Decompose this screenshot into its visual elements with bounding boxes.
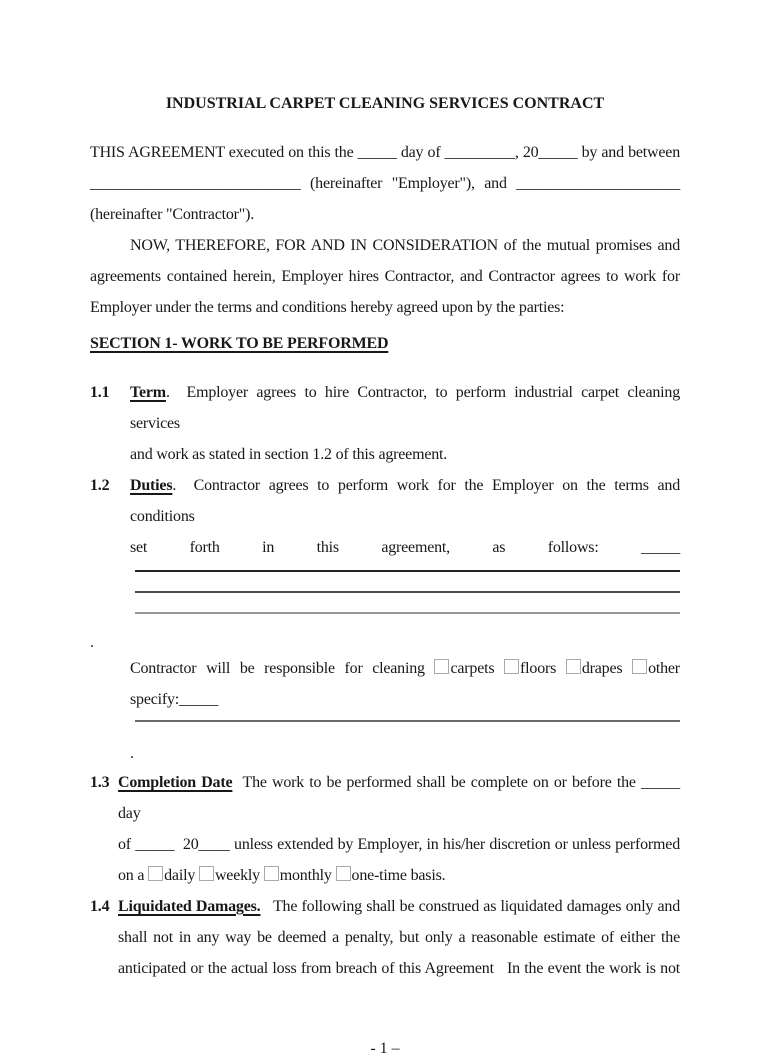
clause-1-4 <box>90 891 680 984</box>
cleaning-options-block <box>90 653 680 715</box>
consideration-line-3: Employer under the terms and conditions hereby agreed upon by the parties: <box>90 299 565 316</box>
blank-line-4 <box>135 720 680 741</box>
clause-1-1-line-1 <box>130 377 680 439</box>
cleaning-options-line <box>130 653 680 684</box>
clause-1-4-number: 1.4 <box>90 898 110 915</box>
clause-1-2-line-2: set forth in this agreement, as follows: _____ <box>130 539 680 556</box>
clause-1-3-line-3 <box>118 860 680 891</box>
option-daily <box>148 867 195 884</box>
consideration-line-2: agreements contained herein, Employer hires Contractor, and Contractor agrees to work for <box>90 268 680 285</box>
checkbox-label-other: other <box>648 660 680 677</box>
clause-1-1 <box>90 377 680 470</box>
clause-1-2 <box>90 470 680 563</box>
blank-line-2 <box>135 591 680 612</box>
cleaning-lead-text: Contractor will be responsible for cleaning <box>130 660 425 677</box>
clause-1-3-line-2: of _____ 20____ unless extended by Employer, in his/her discretion or unless performed <box>118 836 680 853</box>
specify-line: specify:_____ <box>130 691 219 708</box>
blank-line-1 <box>135 570 680 591</box>
checkbox-floors[interactable] <box>504 659 519 674</box>
clause-1-4-body <box>90 891 680 984</box>
clause-1-4-heading: Liquidated Damages. <box>118 898 261 915</box>
consideration-paragraph <box>90 230 680 323</box>
clause-1-1-text: . Employer agrees to hire Contractor, to perform industrial carpet cleaning services <box>130 384 680 432</box>
checkbox-carpets[interactable] <box>434 659 449 674</box>
footer-page-number: - 1 – <box>370 1040 400 1057</box>
duties-blank-lines <box>135 570 680 633</box>
section-1-heading <box>90 328 680 359</box>
clause-1-3-number: 1.3 <box>90 774 110 791</box>
frequency-lead-text: on a <box>118 867 145 884</box>
clause-1-3-line-1 <box>118 767 680 829</box>
checkbox-one-time[interactable] <box>336 866 351 881</box>
checkbox-label-one-time: one-time <box>351 867 407 884</box>
checkbox-label-carpets: carpets <box>450 660 495 677</box>
checkbox-label-monthly: monthly <box>279 867 332 884</box>
option-carpets <box>434 660 494 677</box>
checkbox-other[interactable] <box>632 659 647 674</box>
checkbox-daily[interactable] <box>148 866 163 881</box>
clause-1-4-line-2: shall not in any way be deemed a penalty, but only a reasonable estimate of either the <box>118 929 680 946</box>
document-title: INDUSTRIAL CARPET CLEANING SERVICES CONTRACT <box>165 95 605 112</box>
checkbox-weekly[interactable] <box>199 866 214 881</box>
option-monthly <box>264 867 332 884</box>
clause-1-1-body <box>90 377 680 470</box>
clause-1-4-line-3: anticipated or the actual loss from breach of this Agreement In the event the work is not <box>118 960 680 977</box>
option-floors <box>504 660 556 677</box>
intro-line-3: (hereinafter "Contractor"). <box>90 206 255 223</box>
section-1-heading-text: SECTION 1- WORK TO BE PERFORMED <box>90 335 389 352</box>
option-weekly <box>199 867 260 884</box>
clause-1-2-body <box>90 470 680 563</box>
clause-1-1-heading: Term <box>130 384 166 401</box>
clause-1-1-line-2: and work as stated in section 1.2 of this agreement. <box>130 446 448 463</box>
clause-1-3-text: The work to be performed shall be complete on or before the _____ day <box>118 774 680 822</box>
clause-1-4-text: The following shall be construed as liquidated damages only and <box>260 898 681 915</box>
intro-line-1: THIS AGREEMENT executed on this the _____ day of _________, 20_____ by and between <box>90 144 680 161</box>
option-drapes <box>566 660 623 677</box>
checkbox-drapes[interactable] <box>566 659 581 674</box>
clause-1-2-line-1 <box>130 470 680 532</box>
intro-paragraph <box>90 137 680 230</box>
checkbox-label-floors: floors <box>520 660 557 677</box>
clause-1-1-number: 1.1 <box>90 384 110 401</box>
clause-1-3-heading: Completion Date <box>118 774 233 791</box>
option-other <box>632 660 680 677</box>
option-one-time <box>336 867 407 884</box>
checkbox-monthly[interactable] <box>264 866 279 881</box>
consideration-line-1: NOW, THEREFORE, FOR AND IN CONSIDERATION of the mutual promises and <box>130 237 680 254</box>
blank-line-3 <box>135 612 680 633</box>
intro-line-2: ___________________________ (hereinafter "Employer"), and _____________________ <box>90 175 680 192</box>
frequency-tail-text: basis. <box>410 867 446 884</box>
clause-1-3-body <box>90 767 680 891</box>
clause-1-3 <box>90 767 680 891</box>
clause-1-2-text: . Contractor agrees to perform work for the Employer on the terms and conditions <box>130 477 680 525</box>
clause-1-2-heading: Duties <box>130 477 173 494</box>
checkbox-label-weekly: weekly <box>214 867 260 884</box>
checkbox-label-daily: daily <box>164 867 196 884</box>
checkbox-label-drapes: drapes <box>581 660 623 677</box>
document-content <box>90 0 680 1059</box>
period-mark-2: . <box>130 745 134 762</box>
clause-1-2-number: 1.2 <box>90 477 110 494</box>
clause-1-4-line-1 <box>118 891 680 922</box>
period-mark-1: . <box>90 634 94 651</box>
